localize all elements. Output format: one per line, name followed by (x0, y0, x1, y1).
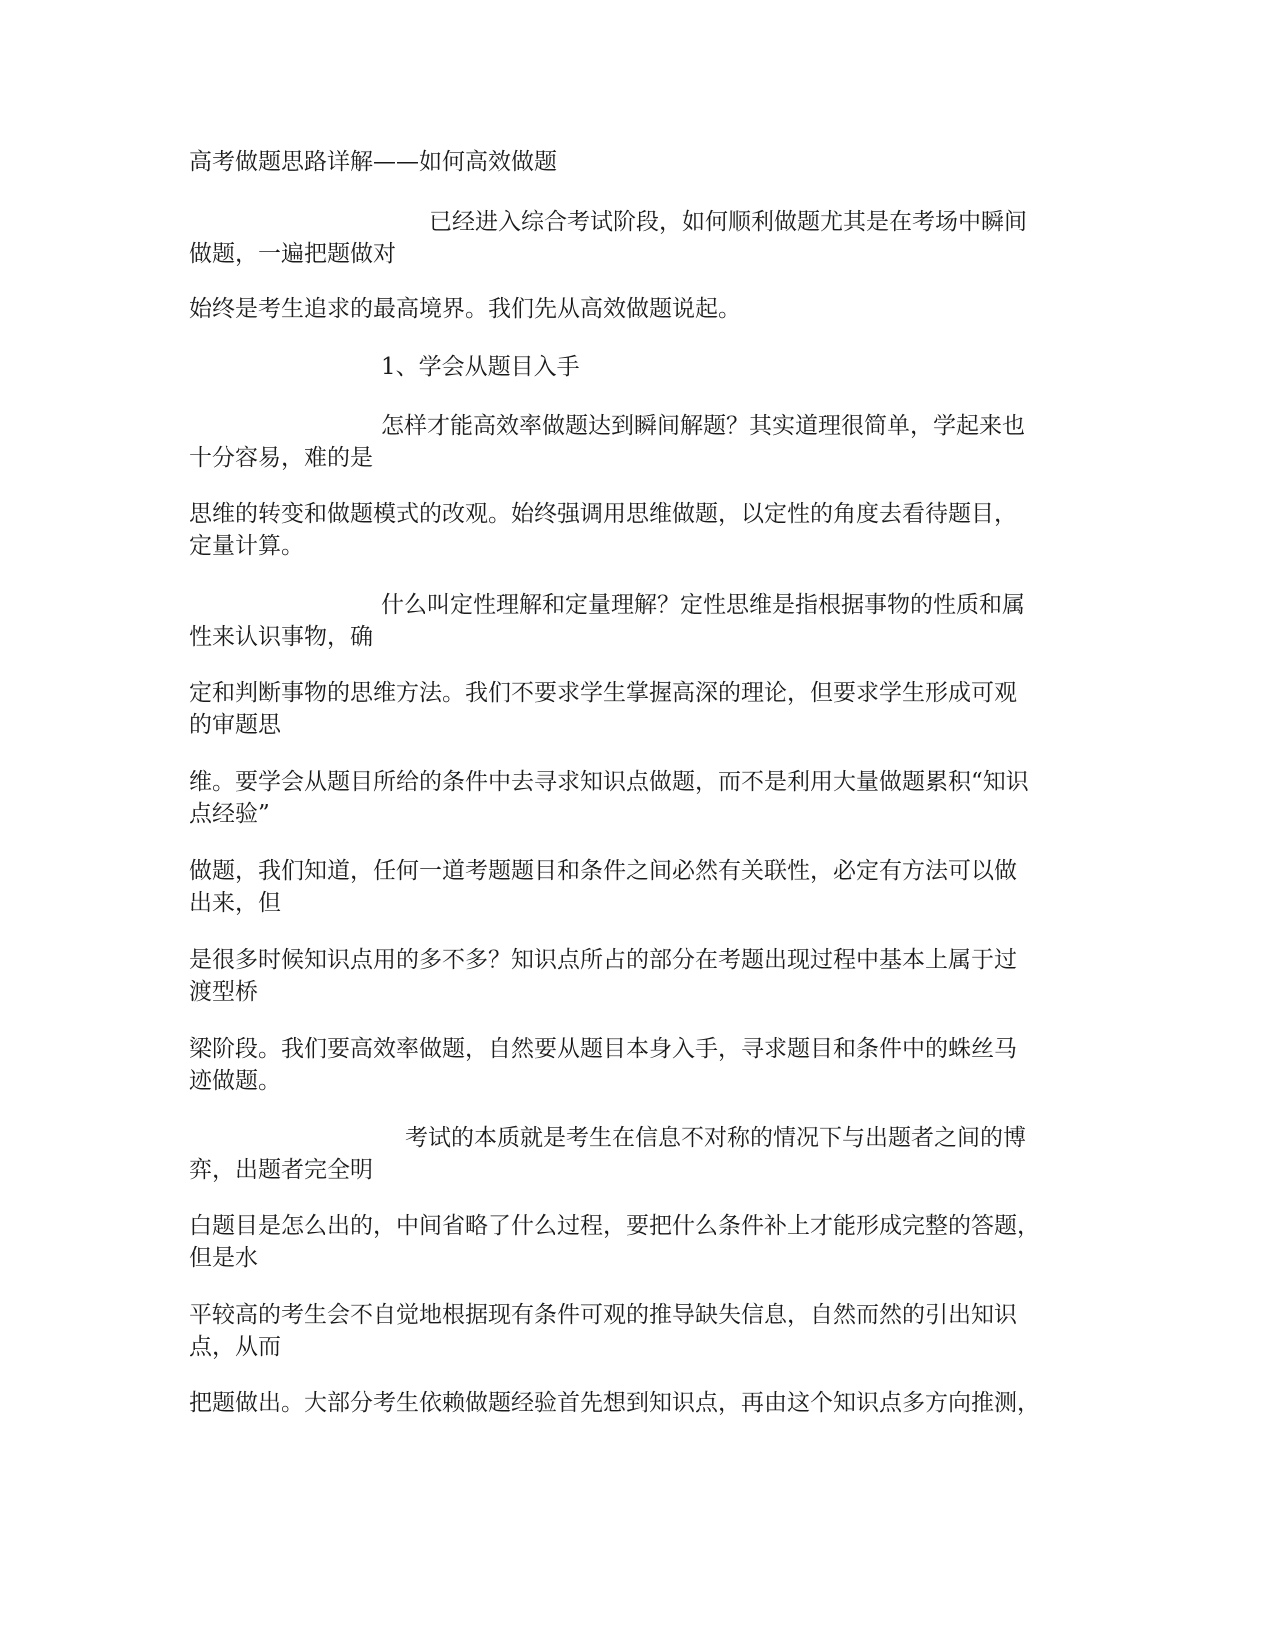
paragraph-line: 是很多时候知识点用的多不多？知识点所占的部分在考题出现过程中基本上属于过 (189, 947, 1017, 973)
paragraph-line: 十分容易，难的是 (189, 445, 373, 471)
paragraph-line: 思维的转变和做题模式的改观。始终强调用思维做题，以定性的角度去看待题目， (189, 501, 1017, 527)
paragraph-line: 做题，一遍把题做对 (189, 241, 396, 267)
paragraph-line: 弈，出题者完全明 (189, 1157, 373, 1183)
paragraph-line: 维。要学会从题目所给的条件中去寻求知识点做题，而不是利用大量做题累积“知识 (189, 769, 1029, 795)
paragraph (189, 589, 1089, 653)
paragraph-line: 考试的本质就是考生在信息不对称的情况下与出题者之间的博 (405, 1125, 1026, 1151)
paragraph (189, 410, 1089, 474)
paragraph-line: 但是水 (189, 1245, 258, 1271)
paragraph-line: 的审题思 (189, 712, 281, 738)
paragraph-line: 把题做出。大部分考生依赖做题经验首先想到知识点，再由这个知识点多方向推测， (189, 1390, 1040, 1416)
paragraph-line: 白题目是怎么出的，中间省略了什么过程，要把什么条件补上才能形成完整的答题， (189, 1213, 1040, 1239)
paragraph (189, 855, 1089, 919)
paragraph-line: 怎样才能高效率做题达到瞬间解题？其实道理很简单，学起来也 (381, 413, 1025, 439)
paragraph (189, 766, 1089, 830)
paragraph-line: 性来认识事物，确 (189, 624, 373, 650)
paragraph-line: 迹做题。 (189, 1068, 281, 1094)
paragraph (189, 1210, 1089, 1274)
paragraph-line: 平较高的考生会不自觉地根据现有条件可观的推导缺失信息，自然而然的引出知识 (189, 1302, 1017, 1328)
section-heading-1 (189, 351, 1089, 383)
paragraph (189, 677, 1089, 741)
title-text: 高考做题思路详解——如何高效做题 (189, 149, 557, 175)
paragraph (189, 498, 1089, 562)
document-title (189, 146, 1089, 178)
paragraph-line: 梁阶段。我们要高效率做题，自然要从题目本身入手，寻求题目和条件中的蛛丝马 (189, 1036, 1017, 1062)
heading-text: 1、学会从题目入手 (381, 354, 580, 380)
paragraph-line: 出来，但 (189, 890, 281, 916)
paragraph-line: 定和判断事物的思维方法。我们不要求学生掌握高深的理论，但要求学生形成可观 (189, 680, 1017, 706)
paragraph-line: 做题，我们知道，任何一道考题题目和条件之间必然有关联性，必定有方法可以做 (189, 858, 1017, 884)
paragraph-line: 渡型桥 (189, 979, 258, 1005)
paragraph (189, 1387, 1089, 1419)
paragraph-line: 始终是考生追求的最高境界。我们先从高效做题说起。 (189, 296, 741, 322)
paragraph-intro-cont (189, 293, 1089, 325)
paragraph-line: 什么叫定性理解和定量理解？定性思维是指根据事物的性质和属 (381, 592, 1025, 618)
paragraph (189, 944, 1089, 1008)
paragraph-intro (189, 206, 1089, 270)
paragraph (189, 1033, 1089, 1097)
paragraph-line: 已经进入综合考试阶段，如何顺利做题尤其是在考场中瞬间 (429, 209, 1027, 235)
paragraph (189, 1122, 1089, 1186)
paragraph-line: 点，从而 (189, 1334, 281, 1360)
paragraph (189, 1299, 1089, 1363)
paragraph-line: 定量计算。 (189, 533, 304, 559)
paragraph-line: 点经验” (189, 801, 270, 827)
